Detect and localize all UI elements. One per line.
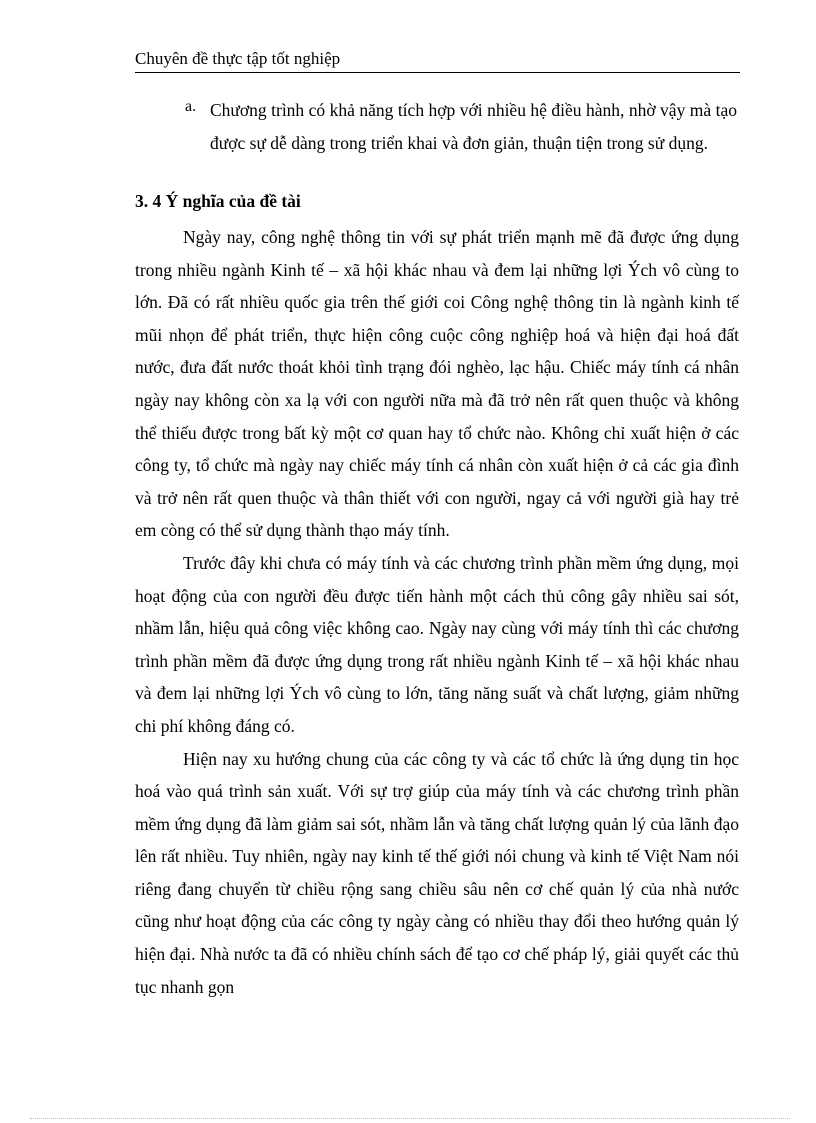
paragraph: Trước đây khi chưa có máy tính và các chương trình phần mềm ứng dụng, mọi hoạt động của con người đều được tiến hành một cách thủ công gây nhiều sai sót, nhầm lẫn, hiệu quả công việc không cao. Ngày nay cùng với máy tính thì các chương trình phần mềm đã được ứng dụng trong rất nhiều ngành Kinh tế – xã hội khác nhau và đem lại những lợi Ých vô cùng to lớn, tăng năng suất và chất lượng, giảm những chi phí không đáng có. <box>135 552 739 736</box>
paragraph: Ngày nay, công nghệ thông tin với sự phát triển mạnh mẽ đã được ứng dụng trong nhiều ngành Kinh tế – xã hội khác nhau và đem lại những lợi Ých vô cùng to lớn. Đã có rất nhiều quốc gia trên thế giới coi Công nghệ thông tin là ngành kinh tế mũi nhọn để phát triển, thực hiện công cuộc công nghiệp hoá và hiện đại hoá đất nước, đưa đất nước thoát khỏi tình trạng đói nghèo, lạc hậu. Chiếc máy tính cá nhân ngày nay không còn xa lạ với con người nữa mà đã trở nên rất quen thuộc và không thể thiếu được trong bất kỳ một cơ quan hay tổ chức nào. Không chỉ xuất hiện ở các công ty, tổ chức mà ngày nay chiếc máy tính cá nhân còn xuất hiện ở cả các gia đình và trở nên rất quen thuộc và thân thiết với con người, ngay cả với người già hay trẻ em còng có thể sử dụng thành thạo máy tính. <box>135 227 739 541</box>
header-title: Chuyên đề thực tập tốt nghiệp <box>135 49 341 68</box>
list-item-text: Chương trình có khả năng tích hợp với nhiều hệ điều hành, nhờ vậy mà tạo được sự dễ dàng trong triển khai và đơn giản, thuận tiện trong sử dụng. <box>210 100 737 153</box>
section-body <box>135 221 739 1003</box>
section-heading: 3. 4 Ý nghĩa của đề tài <box>135 191 301 211</box>
page-bottom-divider <box>30 1118 790 1119</box>
list-marker: a. <box>185 98 197 115</box>
page-header <box>135 48 740 73</box>
list-item <box>185 94 737 160</box>
paragraph: Hiện nay xu hướng chung của các công ty và các tổ chức là ứng dụng tin học hoá vào quá trình sản xuất. Với sự trợ giúp của máy tính và các chương trình phần mềm ứng dụng đã làm giảm sai sót, nhầm lẫn và tăng chất lượng quản lý của lãnh đạo lên rất nhiều. Tuy nhiên, ngày nay kinh tế thế giới nói chung và kinh tế Việt Nam nói riêng đang chuyển từ chiều rộng sang chiều sâu nên cơ chế quản lý của nhà nước cũng như hoạt động của các công ty ngày càng có nhiều thay đổi theo hướng quản lý hiện đại. Nhà nước ta đã có nhiều chính sách để tạo cơ chế pháp lý, giải quyết các thủ tục nhanh gọn <box>135 748 739 997</box>
